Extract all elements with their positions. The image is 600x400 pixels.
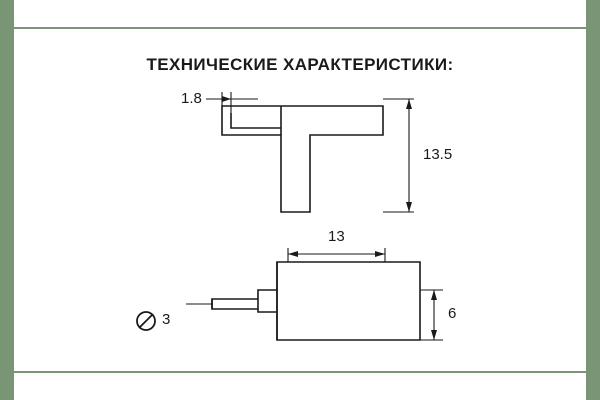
- top-view-shoulder: [258, 290, 277, 312]
- dim-label-3: 3: [162, 311, 171, 328]
- dim-6-arrow-top: [431, 290, 437, 300]
- side-view-tab: [231, 113, 281, 128]
- dim-label-13: 13: [328, 228, 345, 245]
- dim-13-arrow-right: [375, 251, 385, 257]
- side-view-body: [222, 106, 383, 212]
- dim-13-5-arrow-top: [406, 99, 412, 109]
- dim-label-6: 6: [448, 305, 457, 322]
- top-view-body: [277, 262, 420, 340]
- dim-label-13-5: 13.5: [423, 146, 453, 163]
- page-title: ТЕХНИЧЕСКИЕ ХАРАКТЕРИСТИКИ:: [146, 55, 454, 74]
- diameter-symbol-slash: [139, 314, 153, 328]
- dim-13-5-arrow-bottom: [406, 202, 412, 212]
- top-view-shaft: [212, 299, 258, 309]
- dim-label-1-8: 1.8: [181, 90, 202, 107]
- dim-1-8-arrow: [222, 96, 231, 102]
- dim-13-arrow-left: [288, 251, 298, 257]
- dim-6-arrow-bottom: [431, 330, 437, 340]
